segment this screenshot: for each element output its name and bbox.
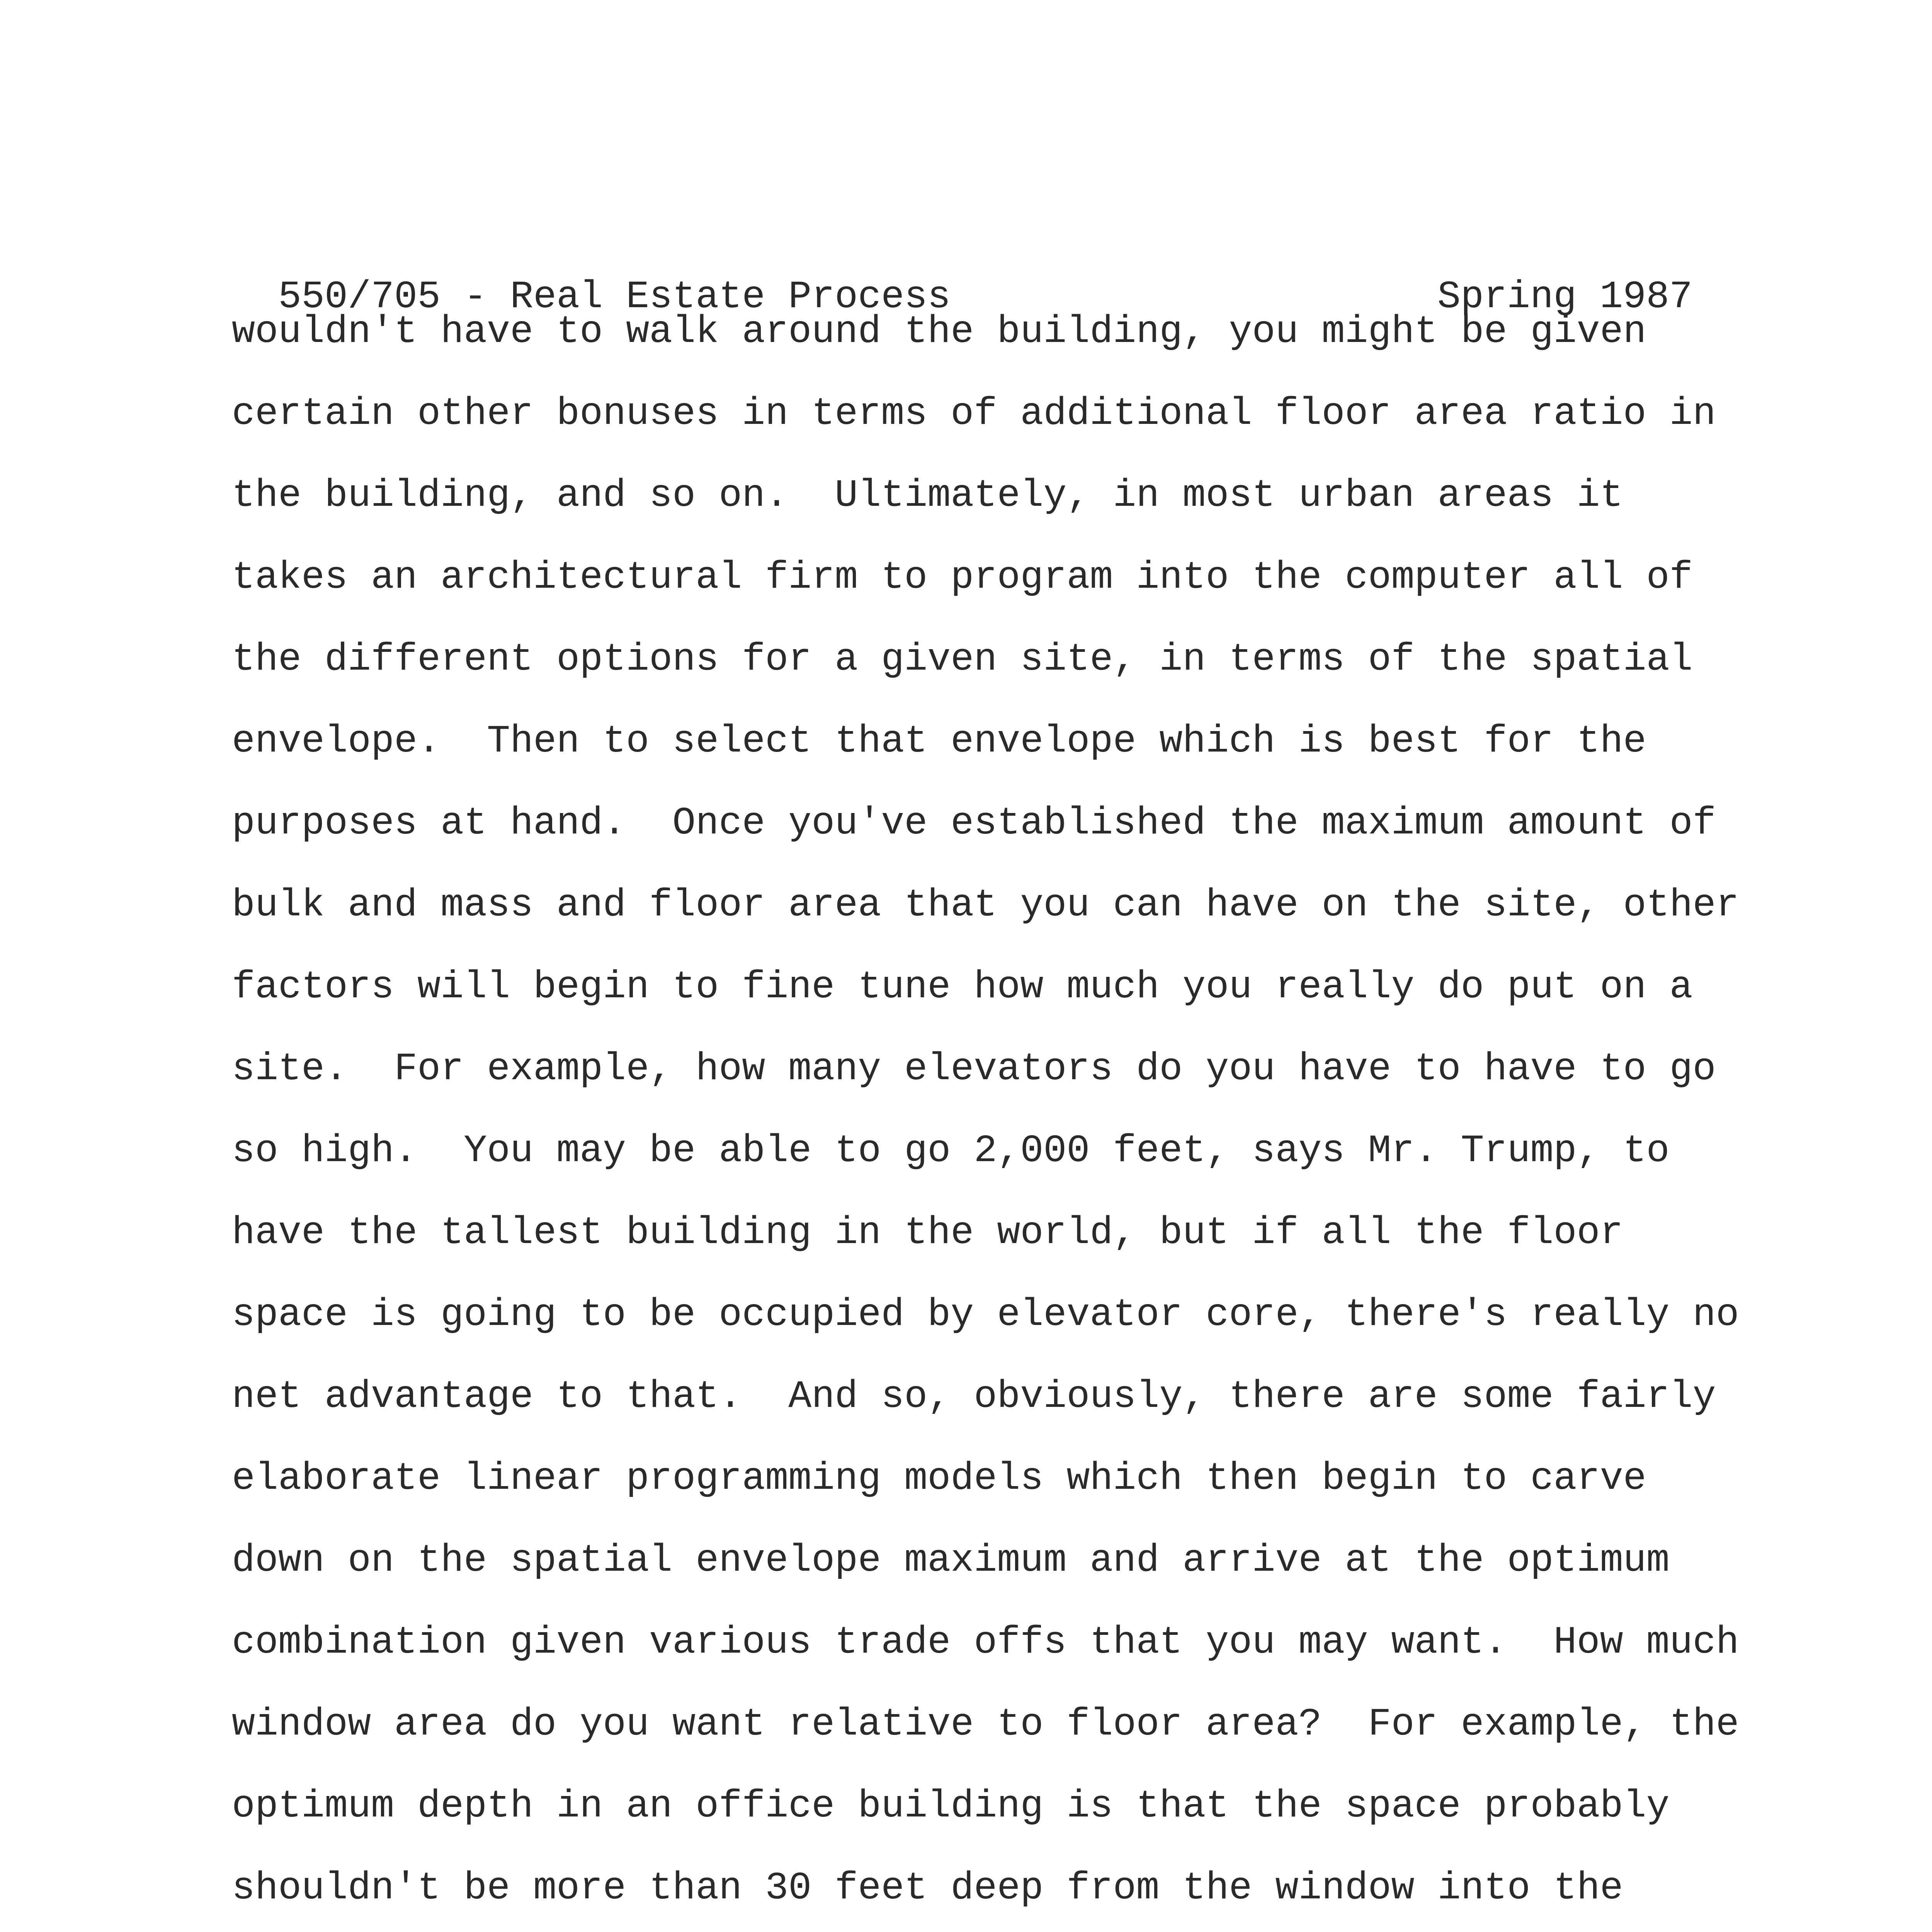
text-line: wouldn't have to walk around the building, you might be given: [232, 310, 1646, 354]
text-line: purposes at hand. Once you've established the maximum amount of: [232, 802, 1716, 845]
course-title: 550/705 - Real Estate Process: [278, 276, 951, 319]
text-line: bulk and mass and floor area that you can have on the site, other: [232, 884, 1739, 927]
text-line: site. For example, how many elevators do you have to have to go: [232, 1048, 1716, 1091]
text-line: shouldn't be more than 30 feet deep from the window into the: [232, 1867, 1623, 1910]
text-line: the building, and so on. Ultimately, in most urban areas it: [232, 474, 1623, 518]
text-line: combination given various trade offs that you may want. How much: [232, 1621, 1739, 1665]
text-line: elaborate linear programming models which then begin to carve: [232, 1457, 1646, 1501]
text-line: space is going to be occupied by elevator core, there's really no: [232, 1293, 1739, 1337]
transcript-body: [232, 309, 1739, 1932]
text-line: net advantage to that. And so, obviously, there are some fairly: [232, 1375, 1716, 1419]
text-line: window area do you want relative to floor area? For example, the: [232, 1703, 1739, 1747]
text-line: the different options for a given site, in terms of the spatial: [232, 638, 1693, 682]
text-line: factors will begin to fine tune how much you really do put on a: [232, 966, 1693, 1009]
page-header: [232, 228, 1932, 321]
text-line: takes an architectural firm to program into the computer all of: [232, 556, 1693, 600]
text-line: envelope. Then to select that envelope which is best for the: [232, 720, 1646, 764]
text-line: down on the spatial envelope maximum and arrive at the optimum: [232, 1539, 1670, 1583]
term-label: Spring 1987: [1437, 276, 1693, 319]
text-line: optimum depth in an office building is that the space probably: [232, 1785, 1670, 1828]
text-line: have the tallest building in the world, but if all the floor: [232, 1211, 1623, 1255]
text-line: so high. You may be able to go 2,000 feet, says Mr. Trump, to: [232, 1129, 1670, 1173]
text-line: certain other bonuses in terms of additional floor area ratio in: [232, 392, 1716, 436]
